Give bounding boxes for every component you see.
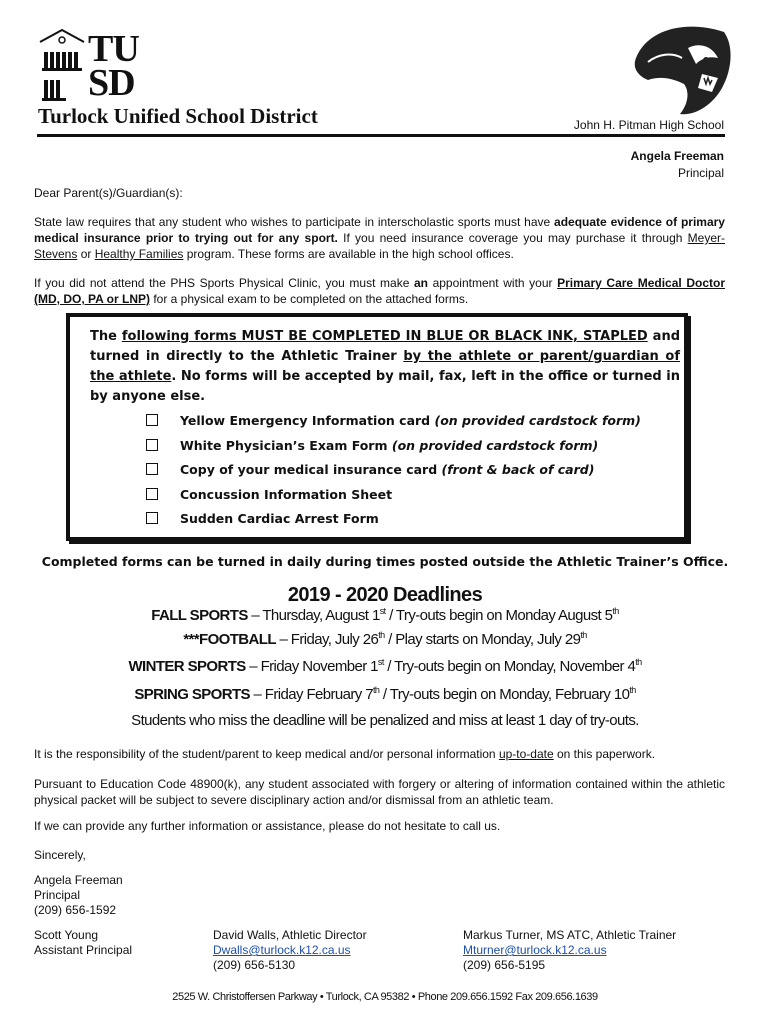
athletic-director-email-link[interactable]: Dwalls@turlock.k12.ca.us: [213, 943, 351, 957]
checklist-label: Concussion Information Sheet: [180, 487, 393, 502]
spring-deadline: [0, 685, 770, 703]
checklist-note: (front & back of card): [441, 462, 595, 477]
pursuant-paragraph: Pursuant to Education Code 48900(k), any student associated with forgery or altering of information contained within the athletic physical packet will be subject to severe disciplinary action and/or dismissal from an athletic team.: [34, 777, 725, 807]
logo-bottom-text: SD: [88, 62, 135, 104]
school-name: John H. Pitman High School: [573, 118, 724, 132]
healthy-families-link[interactable]: Healthy Families: [94, 247, 184, 261]
staff-name: David Walls, Athletic Director: [213, 928, 367, 942]
p1-text-e: or: [77, 247, 95, 261]
checklist-item[interactable]: [146, 438, 666, 454]
penalty-note: Students who miss the deadline will be penalized and miss at least 1 day of try-outs.: [131, 712, 639, 729]
checklist-label: Sudden Cardiac Arrest Form: [180, 511, 379, 526]
p2-text-a: If you did not attend the PHS Sports Physical Clinic, you must make: [34, 276, 414, 290]
spring-head: SPRING SPORTS: [134, 686, 250, 703]
p2-text-bold: an: [413, 276, 428, 290]
p1-text-g: program. These forms are available in the high school offices.: [183, 247, 514, 261]
box-text-4: by the athlete or parent/guardian of the athlete: [90, 349, 680, 384]
staff-phone: (209) 656-5195: [463, 958, 546, 972]
p1-text-c: If you need insurance coverage you may purchase it through: [337, 231, 688, 245]
football-deadline: [0, 630, 770, 648]
box-text-2: following forms MUST BE COMPLETED IN BLUE OR BLACK INK, STAPLED: [121, 329, 648, 344]
athletic-trainer-email-link[interactable]: Mturner@turlock.k12.ca.us: [463, 943, 607, 957]
forms-instructions: [90, 327, 680, 407]
box-text-3: and turned in directly to the Athletic Trainer: [90, 329, 681, 364]
staff-contact: [34, 928, 132, 958]
signature-block: [34, 873, 123, 918]
checklist-label: Yellow Emergency Information card: [180, 413, 435, 428]
checkbox-icon[interactable]: [146, 414, 158, 426]
checklist-label: White Physician’s Exam Form: [180, 438, 392, 453]
principal-name: Angela Freeman: [630, 149, 724, 163]
winter-sup1: st: [377, 657, 384, 667]
checklist-note: (on provided cardstock form): [434, 413, 641, 428]
fall-deadline: [0, 606, 770, 624]
staff-phone: (209) 656-5130: [213, 958, 296, 972]
fall-b: / Try-outs begin on Monday August 5: [385, 607, 613, 624]
district-name: Turlock Unified School District: [38, 104, 318, 128]
logo-wordmark: [88, 28, 139, 104]
resp-c: on this paperwork.: [553, 747, 656, 761]
football-b: / Play starts on Monday, July 29: [384, 631, 581, 648]
winter-sup2: th: [635, 657, 642, 667]
signature-phone: (209) 656-1592: [34, 903, 117, 917]
box-text-1: The: [90, 329, 122, 344]
header-rule: [37, 134, 725, 137]
winter-deadline: [0, 657, 770, 675]
checklist-label: Copy of your medical insurance card: [180, 462, 442, 477]
checkbox-icon[interactable]: [146, 512, 158, 524]
football-head: ***FOOTBALL: [183, 631, 276, 648]
signature-title: Principal: [34, 888, 81, 902]
winter-a: – Friday November 1: [245, 658, 378, 675]
resp-b: up-to-date: [498, 747, 554, 761]
p1-text-bold: adequate evidence of primary medical insurance prior to trying out for any sport.: [34, 215, 725, 245]
checkbox-icon[interactable]: [146, 439, 158, 451]
football-a: – Friday, July 26: [275, 631, 379, 648]
checklist-note: (on provided cardstock form): [391, 438, 599, 453]
resp-a: It is the responsibility of the student/parent to keep medical and/or personal information: [34, 747, 499, 761]
deadlines-title: 2019 - 2020 Deadlines: [287, 584, 483, 606]
checklist-item[interactable]: [146, 413, 666, 429]
sincerely: Sincerely,: [34, 848, 86, 862]
panther-mascot-icon: [628, 18, 738, 118]
fall-head: FALL SPORTS: [151, 607, 248, 624]
spring-a: – Friday February 7: [249, 686, 373, 703]
completed-note: Completed forms can be turned in daily during times posted outside the Athletic Trainer’s Office.: [41, 554, 729, 569]
assistance-paragraph: If we can provide any further information or assistance, please do not hesitate to call us.: [34, 819, 501, 833]
checkbox-icon[interactable]: [146, 463, 158, 475]
staff-name: Markus Turner, MS ATC, Athletic Trainer: [463, 928, 677, 942]
spring-sup2: th: [629, 685, 636, 695]
fall-sup1: st: [379, 606, 386, 616]
fall-a: – Thursday, August 1: [247, 607, 380, 624]
staff-contact: [213, 928, 367, 973]
winter-head: WINTER SPORTS: [128, 658, 246, 675]
p2-text-e: for a physical exam to be completed on the attached forms.: [150, 292, 469, 306]
box-text-5: . No forms will be accepted by mail, fax, left in the office or turned in by anyone else.: [90, 369, 680, 404]
physical-paragraph: [34, 275, 725, 307]
primary-care-doctor: Primary Care Medical Doctor (MD, DO, PA or LNP): [34, 276, 725, 306]
staff-title: Assistant Principal: [34, 943, 133, 957]
signature-name: Angela Freeman: [34, 873, 123, 887]
logo-top-text: TU: [88, 28, 139, 70]
fall-sup2: th: [612, 606, 619, 616]
salutation: Dear Parent(s)/Guardian(s):: [34, 186, 183, 200]
spring-b: / Try-outs begin on Monday, February 10: [379, 686, 630, 703]
checklist-item[interactable]: [146, 462, 666, 478]
football-sup2: th: [580, 630, 587, 640]
spring-sup1: th: [372, 685, 380, 695]
staff-name: Scott Young: [34, 928, 99, 942]
insurance-paragraph: [34, 214, 725, 262]
checklist-item[interactable]: [146, 511, 666, 527]
responsibility-paragraph: [34, 746, 725, 762]
checkbox-icon[interactable]: [146, 488, 158, 500]
football-sup1: th: [378, 630, 385, 640]
meyer-stevens-link[interactable]: Meyer-Stevens: [34, 231, 725, 261]
p2-text-c: appointment with your: [427, 276, 558, 290]
p1-text-a: State law requires that any student who wishes to participate in interscholastic sports must have: [34, 215, 555, 229]
staff-contact: [463, 928, 676, 973]
checklist-item[interactable]: [146, 487, 666, 503]
principal-title: Principal: [677, 166, 724, 180]
winter-b: / Try-outs begin on Monday, November 4: [383, 658, 636, 675]
footer-address: 2525 W. Christoffersen Parkway • Turlock, CA 95382 • Phone 209.656.1592 Fax 209.656.1639: [172, 991, 598, 1003]
